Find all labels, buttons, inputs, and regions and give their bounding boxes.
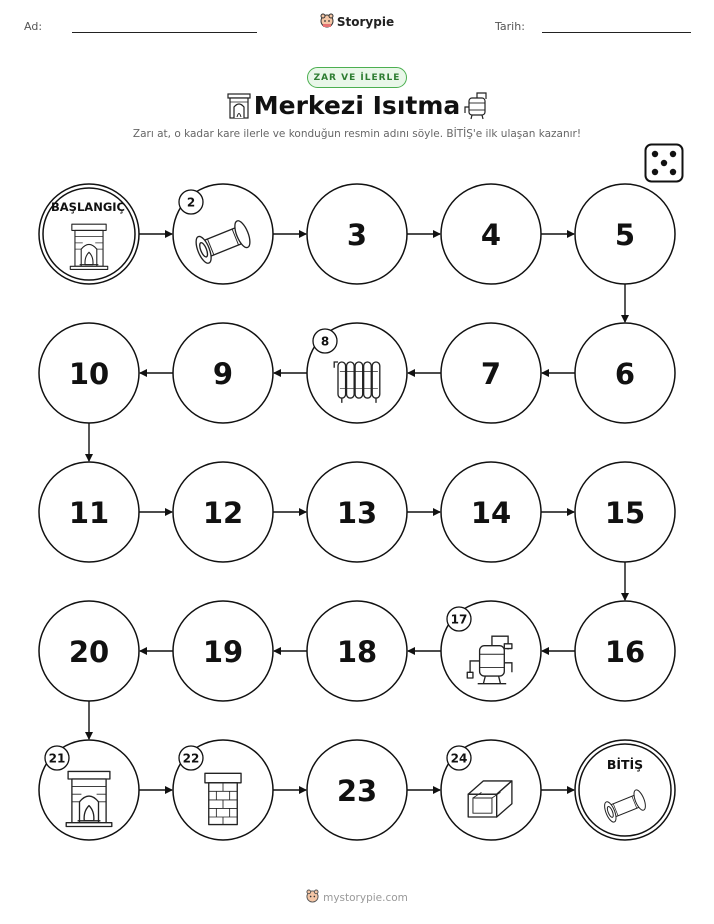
page-title: Merkezi Isıtma — [253, 91, 461, 120]
square-number: 9 — [212, 357, 234, 391]
badge-number: 17 — [450, 612, 468, 627]
board-square-19[interactable] — [173, 601, 273, 701]
square-number: 18 — [336, 635, 378, 669]
square-number: 11 — [68, 496, 110, 530]
square-number: 23 — [336, 774, 378, 808]
badge-number: 2 — [186, 195, 196, 210]
finish-label: BİTİŞ — [606, 757, 644, 772]
board-square-8[interactable] — [307, 323, 407, 423]
start-square[interactable] — [39, 184, 139, 284]
board-square-22[interactable] — [173, 740, 273, 840]
fireplace-icon — [66, 771, 112, 826]
square-number: 12 — [202, 496, 244, 530]
name-label: Ad: — [24, 20, 43, 33]
square-number: 6 — [614, 357, 636, 391]
board-square-23[interactable] — [307, 740, 407, 840]
board-square-18[interactable] — [307, 601, 407, 701]
board-square-7[interactable] — [441, 323, 541, 423]
board-square-14[interactable] — [441, 462, 541, 562]
board-square-20[interactable] — [39, 601, 139, 701]
board-square-13[interactable] — [307, 462, 407, 562]
board-square-9[interactable] — [173, 323, 273, 423]
date-label: Tarih: — [495, 20, 525, 33]
square-number-badge — [313, 329, 337, 353]
square-number: 13 — [336, 496, 378, 530]
badge-number: 21 — [48, 751, 66, 766]
footer-url: mystorypie.com — [323, 892, 408, 904]
square-number: 10 — [68, 357, 110, 391]
board-square-15[interactable] — [575, 462, 675, 562]
board-square-4[interactable] — [441, 184, 541, 284]
start-label: BAŞLANGIÇ — [51, 200, 125, 214]
square-number: 5 — [614, 218, 636, 252]
square-number: 15 — [604, 496, 646, 530]
square-number: 3 — [346, 218, 368, 252]
board-square-17[interactable] — [441, 601, 541, 701]
board-square-24[interactable] — [441, 740, 541, 840]
square-number: 7 — [480, 357, 502, 391]
board-square-21[interactable] — [39, 740, 139, 840]
board-square-2[interactable] — [173, 184, 273, 284]
square-number-badge — [179, 190, 203, 214]
square-number: 4 — [480, 218, 502, 252]
board-square-5[interactable] — [575, 184, 675, 284]
board-square-6[interactable] — [575, 323, 675, 423]
badge-number: 8 — [320, 334, 330, 349]
square-number-badge — [45, 746, 69, 770]
square-number-badge — [447, 746, 471, 770]
footer — [0, 889, 714, 907]
board-square-3[interactable] — [307, 184, 407, 284]
game-badge: ZAR VE İLERLE — [307, 67, 407, 88]
square-number-badge — [447, 607, 471, 631]
square-number: 14 — [470, 496, 512, 530]
square-number: 20 — [68, 635, 110, 669]
board-square-11[interactable] — [39, 462, 139, 562]
square-number: 16 — [604, 635, 646, 669]
brand-name: Storypie — [336, 15, 395, 29]
storypie-logo-icon — [306, 889, 319, 907]
board-square-12[interactable] — [173, 462, 273, 562]
radiator-icon — [334, 362, 380, 403]
instructions: Zarı at, o kadar kare ilerle ve konduğun resmin adını söyle. BİTİŞ'e ilk ulaşan kazanır! — [132, 128, 582, 140]
badge-number: 22 — [182, 751, 200, 766]
square-number: 19 — [202, 635, 244, 669]
board-square-10[interactable] — [39, 323, 139, 423]
square-circle — [575, 740, 675, 840]
fireplace-icon — [70, 224, 107, 269]
board-square-16[interactable] — [575, 601, 675, 701]
finish-square[interactable] — [575, 740, 675, 840]
chimney-icon — [205, 773, 241, 824]
square-number-badge — [179, 746, 203, 770]
badge-number: 24 — [450, 751, 468, 766]
